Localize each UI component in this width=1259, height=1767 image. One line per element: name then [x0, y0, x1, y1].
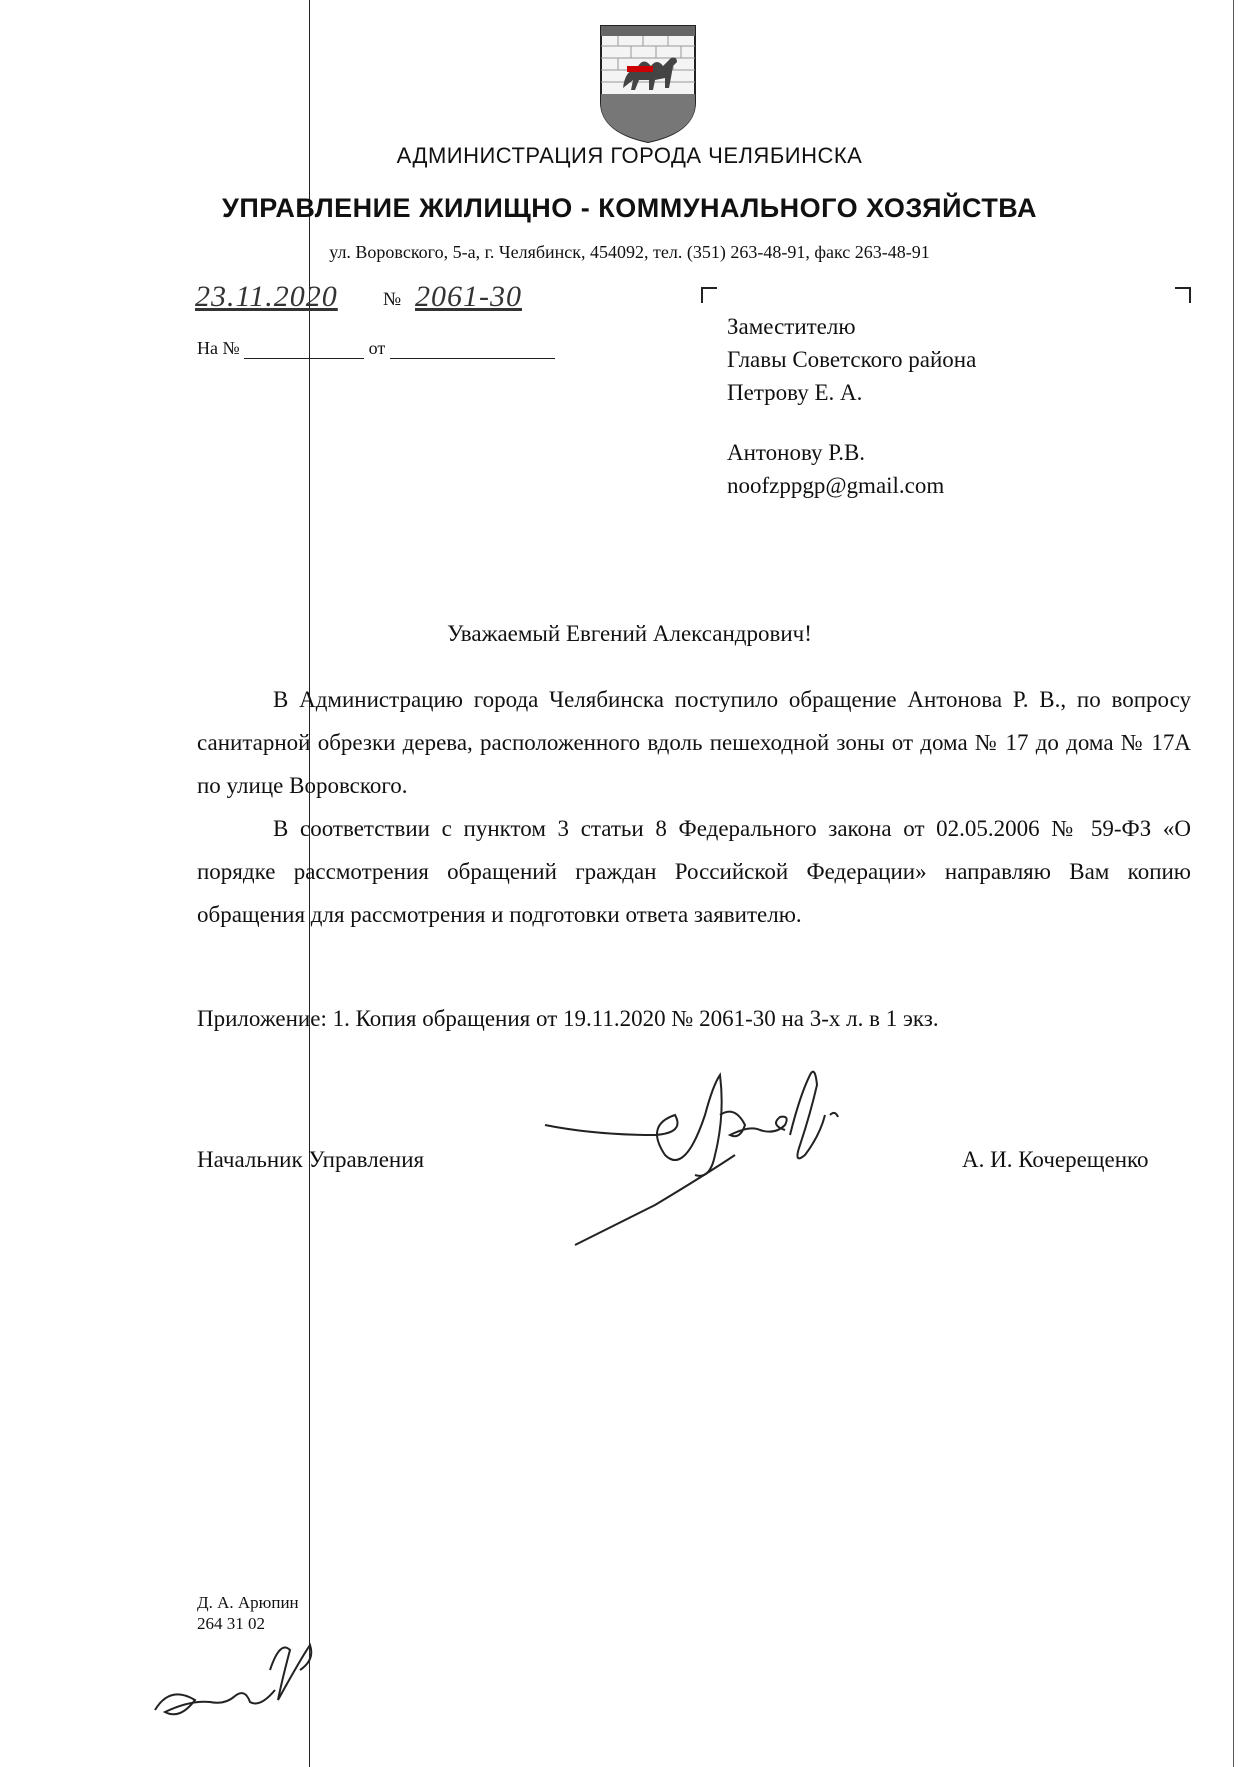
letter-body: [197, 678, 1191, 936]
addressee-copy-block: [727, 436, 944, 502]
department-address: ул. Воровского, 5-а, г. Челябинск, 454092, тел. (351) 263-48-91, факс 263-48-91: [329, 242, 930, 262]
addressee-line: Заместителю: [727, 314, 856, 339]
reference-date-blank: [390, 344, 555, 359]
addressee-line: Петрову Е. А.: [727, 380, 863, 405]
executor-name: Д. А. Арюпин: [197, 1593, 299, 1612]
address-block-corner-left: [701, 287, 717, 303]
signer-title: Начальник Управления: [197, 1147, 425, 1172]
executor-phone: 264 31 02: [197, 1614, 265, 1633]
addressee-email: noofzppgp@gmail.com: [727, 473, 945, 498]
department-title: УПРАВЛЕНИЕ ЖИЛИЩНО - КОММУНАЛЬНОГО ХОЗЯЙСТВА: [222, 193, 1037, 223]
reference-line: [197, 338, 555, 359]
body-paragraph: В соответствии с пунктом 3 статьи 8 Федерального закона от 02.05.2006 № 59-ФЗ «О порядке рассмотрения обращений граждан Российской Федерации» направляю Вам копию обращения для рассмотрения и подготовки ответа заявителю.: [197, 816, 1191, 927]
registration-number: 2061-30: [415, 280, 522, 313]
handwritten-initials: [150, 1630, 330, 1750]
addressee-block: [727, 310, 976, 409]
addressee-line: Главы Советского района: [727, 347, 977, 372]
administration-title: АДМИНИСТРАЦИЯ ГОРОДА ЧЕЛЯБИНСКА: [396, 143, 863, 168]
reference-number-label: На №: [197, 338, 240, 358]
city-coat-of-arms-camel-icon: [593, 22, 703, 144]
scan-vertical-line-right: [1233, 0, 1234, 1767]
executor-block: [197, 1592, 299, 1634]
salutation: Уважаемый Евгений Александрович!: [447, 621, 812, 646]
address-block-corner-right: [1175, 287, 1191, 303]
registration-number-label: №: [383, 289, 402, 310]
appendix-line: Приложение: 1. Копия обращения от 19.11.2020 № 2061-30 на 3-х л. в 1 экз.: [197, 1006, 939, 1031]
handwritten-signature: [535, 1055, 895, 1255]
body-paragraph: В Администрацию города Челябинска поступило обращение Антонова Р. В., по вопросу санитарной обрезки дерева, расположенного вдоль пешеходной зоны от дома № 17 до дома № 17А по улице Воровского.: [197, 687, 1191, 798]
signer-name: А. И. Кочерещенко: [962, 1147, 1149, 1172]
registration-date: 23.11.2020: [195, 280, 338, 313]
addressee-copy-line: Антонову Р.В.: [727, 440, 866, 465]
reference-from-label: от: [368, 338, 386, 358]
reference-number-blank: [244, 344, 364, 359]
